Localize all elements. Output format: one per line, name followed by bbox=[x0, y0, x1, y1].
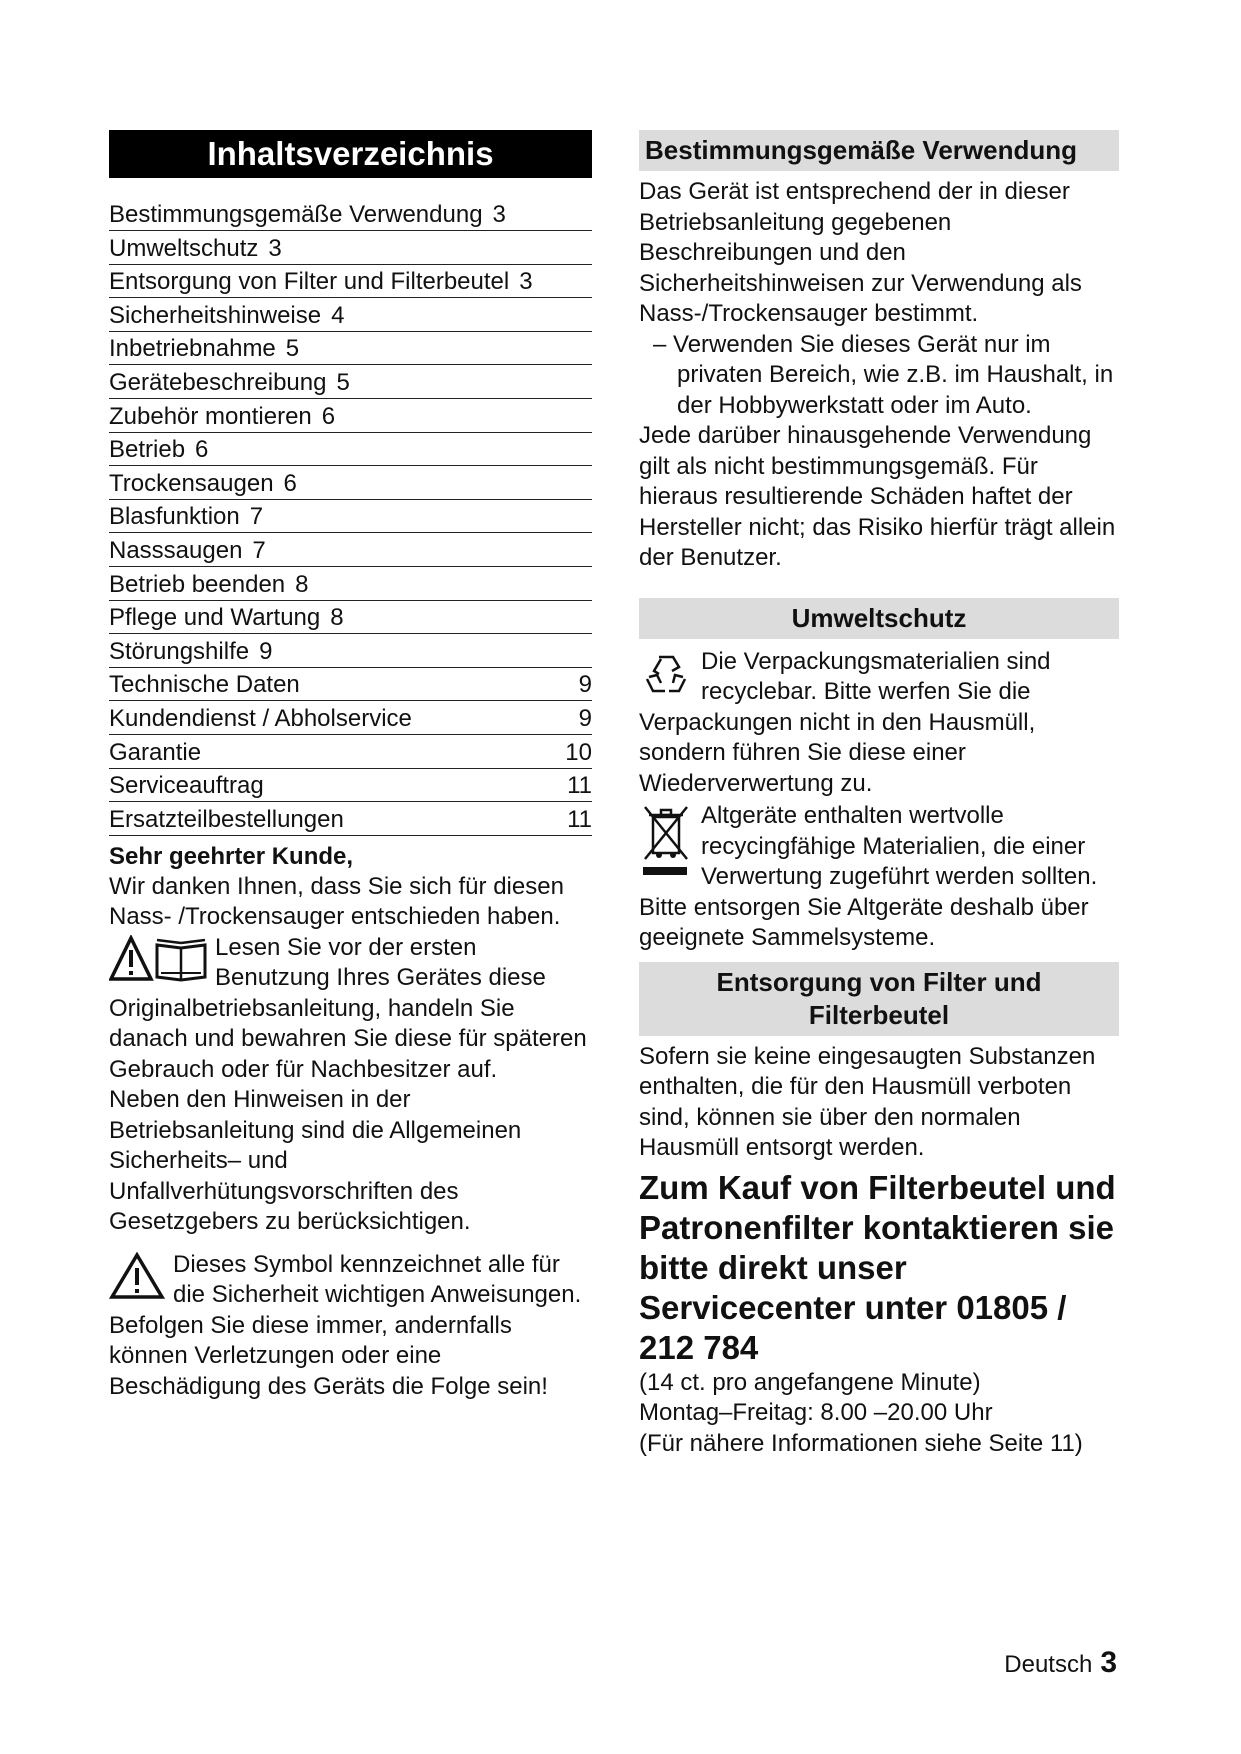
greeting: Sehr geehrter Kunde, bbox=[109, 842, 354, 870]
toc-entry-page: 11 bbox=[567, 772, 592, 800]
toc-entry-label: Zubehör montieren bbox=[109, 402, 312, 430]
toc-entry[interactable] bbox=[109, 737, 592, 769]
toc-entry-page: 10 bbox=[565, 738, 592, 766]
intro-paragraph-2-block bbox=[109, 933, 592, 1086]
toc-entry-page: 7 bbox=[249, 503, 264, 531]
environment-paragraph-1: Die Verpackungsmaterialien sind recyclebar. Bitte werfen Sie die Verpackungen nicht in den Hausmüll, sondern führen Sie diese einer Wiederverwertung zu. bbox=[639, 647, 1051, 797]
disposal-heading: Entsorgung von Filter und Filterbeutel bbox=[639, 962, 1119, 1036]
toc-entry[interactable] bbox=[109, 770, 592, 802]
usage-list-item: – Verwenden Sie dieses Gerät nur im privaten Bereich, wie z.B. im Haushalt, in der Hobbywerkstatt oder im Auto. bbox=[653, 330, 1114, 419]
left-column bbox=[109, 130, 592, 1402]
toc-entry[interactable] bbox=[109, 434, 592, 466]
toc-entry-page: 8 bbox=[295, 570, 309, 598]
toc-entry[interactable] bbox=[109, 501, 592, 533]
toc-entry-label: Pflege und Wartung bbox=[109, 604, 321, 632]
toc-entry-page: 4 bbox=[331, 301, 345, 329]
toc-entry[interactable] bbox=[109, 804, 592, 836]
page-footer bbox=[1004, 1646, 1117, 1680]
footer-language: Deutsch bbox=[1004, 1651, 1093, 1678]
environment-heading: Umweltschutz bbox=[639, 598, 1119, 639]
toc-entry[interactable] bbox=[109, 333, 592, 365]
environment-paragraph-1-block bbox=[639, 647, 1119, 800]
toc-entry-page: 3 bbox=[268, 234, 282, 262]
toc-entry-page: 8 bbox=[330, 604, 344, 632]
toc-entry-label: Umweltschutz bbox=[109, 234, 259, 262]
toc-entry-page: 3 bbox=[519, 268, 533, 296]
toc-entry-page: 6 bbox=[195, 436, 209, 464]
intro-paragraph-2: Lesen Sie vor der ersten Benutzung Ihres Gerätes diese Originalbetriebsanleitung, handeln Sie danach und bewahren Sie diese für späteren Gebrauch oder für Nachbesitzer auf. bbox=[109, 933, 587, 1083]
toc-entry-page: 9 bbox=[259, 637, 273, 665]
toc-entry[interactable] bbox=[109, 401, 592, 433]
toc-entry[interactable] bbox=[109, 199, 592, 231]
toc-entry-page: 6 bbox=[321, 402, 336, 430]
toc-entry[interactable] bbox=[109, 703, 592, 735]
warning-manual-icon bbox=[109, 935, 207, 988]
toc-entry-page: 9 bbox=[578, 671, 592, 699]
toc-entry-page: 11 bbox=[567, 805, 592, 833]
intro-paragraph-4-block bbox=[109, 1250, 592, 1403]
toc-entry-label: Kundendienst / Abholservice bbox=[109, 704, 412, 732]
toc-entry-label: Garantie bbox=[109, 738, 202, 766]
toc-entry-label: Gerätebeschreibung bbox=[109, 368, 327, 396]
service-price-line: (14 ct. pro angefangene Minute) bbox=[639, 1368, 981, 1396]
toc-entry[interactable] bbox=[109, 636, 592, 668]
toc-entry-label: Blasfunktion bbox=[109, 503, 240, 531]
toc-title: Inhaltsverzeichnis bbox=[109, 130, 592, 178]
toc-entry-label: Nasssaugen bbox=[109, 536, 243, 564]
toc-entry-label: Technische Daten bbox=[109, 671, 300, 699]
toc-entry[interactable] bbox=[109, 602, 592, 634]
service-info-line: (Für nähere Informationen siehe Seite 11) bbox=[639, 1429, 1083, 1457]
toc-entry[interactable] bbox=[109, 266, 592, 298]
toc-entry-label: Betrieb beenden bbox=[109, 570, 286, 598]
toc-entry-page: 3 bbox=[492, 201, 506, 228]
environment-paragraph-2: Altgeräte enthalten wertvolle recycingfähige Materialien, die einer Verwertung zugeführt werden sollten. Bitte entsorgen Sie Altgeräte deshalb über geeignete Sammelsysteme. bbox=[639, 802, 1098, 951]
warning-triangle-icon bbox=[109, 1252, 165, 1305]
toc-entry[interactable] bbox=[109, 535, 592, 567]
toc-entry-page: 6 bbox=[283, 469, 297, 497]
toc-entry-page: 7 bbox=[252, 536, 266, 564]
toc-entry[interactable] bbox=[109, 669, 592, 701]
service-contact-heading: Zum Kauf von Filterbeutel und Patronenfilter kontaktieren sie bitte direkt unser Servicecenter unter 01805 / 212 784 bbox=[639, 1168, 1116, 1366]
recycling-icon bbox=[639, 649, 693, 708]
disposal-paragraph-1: Sofern sie keine eingesaugten Substanzen enthalten, die für den Hausmüll verboten sind, können sie über den normalen Hausmüll entsorgt werden. bbox=[639, 1042, 1096, 1161]
toc-entry-page: 5 bbox=[336, 368, 350, 396]
usage-paragraph-1: Das Gerät ist entsprechend der in dieser Betriebsanleitung gegebenen Beschreibungen und den Sicherheitshinweisen zur Verwendung als Nass-/Trockensauger bestimmt. bbox=[639, 178, 1082, 327]
usage-paragraph-2: Jede darüber hinausgehende Verwendung gilt als nicht bestimmungsgemäß. Für hieraus resultierende Schäden haftet der Hersteller nicht; das Risiko hierfür trägt allein der Benutzer. bbox=[639, 422, 1116, 571]
toc-entry[interactable] bbox=[109, 233, 592, 265]
intro-paragraph-4: Dieses Symbol kennzeichnet alle für die Sicherheit wichtigen Anweisungen. Befolgen Sie diese immer, andernfalls können Verletzungen oder eine Beschädigung des Geräts die Folge sein! bbox=[109, 1250, 582, 1400]
intro-paragraph-3: Neben den Hinweisen in der Betriebsanleitung sind die Allgemeinen Sicherheits– und Unfallverhütungsvorschriften des Gesetzgebers zu berücksichtigen. bbox=[109, 1086, 522, 1236]
toc-entry[interactable] bbox=[109, 300, 592, 332]
toc-entry-label: Serviceauftrag bbox=[109, 772, 264, 800]
toc-entry[interactable] bbox=[109, 569, 592, 601]
right-column bbox=[639, 130, 1119, 1459]
toc-entry-label: Entsorgung von Filter und Filterbeutel bbox=[109, 268, 510, 296]
toc-entry-label: Trockensaugen bbox=[109, 469, 274, 497]
toc-entry[interactable] bbox=[109, 468, 592, 500]
toc-entry[interactable] bbox=[109, 367, 592, 399]
toc-entry-label: Betrieb bbox=[109, 436, 186, 464]
toc-entry-label: Störungshilfe bbox=[109, 637, 250, 665]
toc-entry-page: 5 bbox=[285, 335, 300, 363]
toc-entry-label: Inbetriebnahme bbox=[109, 335, 276, 363]
crossed-bin-icon bbox=[639, 803, 693, 888]
usage-heading: Bestimmungsgemäße Verwendung bbox=[639, 130, 1119, 171]
environment-paragraph-2-block bbox=[639, 801, 1119, 954]
table-of-contents bbox=[109, 199, 592, 836]
toc-entry-label: Bestimmungsgemäße Verwendung bbox=[109, 201, 483, 228]
intro-paragraph-1: Wir danken Ihnen, dass Sie sich für diesen Nass- /Trockensauger entschieden haben. bbox=[109, 872, 564, 931]
footer-page-number: 3 bbox=[1100, 1646, 1117, 1679]
service-hours-line: Montag–Freitag: 8.00 –20.00 Uhr bbox=[639, 1399, 993, 1426]
toc-entry-label: Ersatzteilbestellungen bbox=[109, 805, 344, 833]
toc-entry-label: Sicherheitshinweise bbox=[109, 301, 322, 329]
toc-entry-page: 9 bbox=[578, 704, 592, 732]
